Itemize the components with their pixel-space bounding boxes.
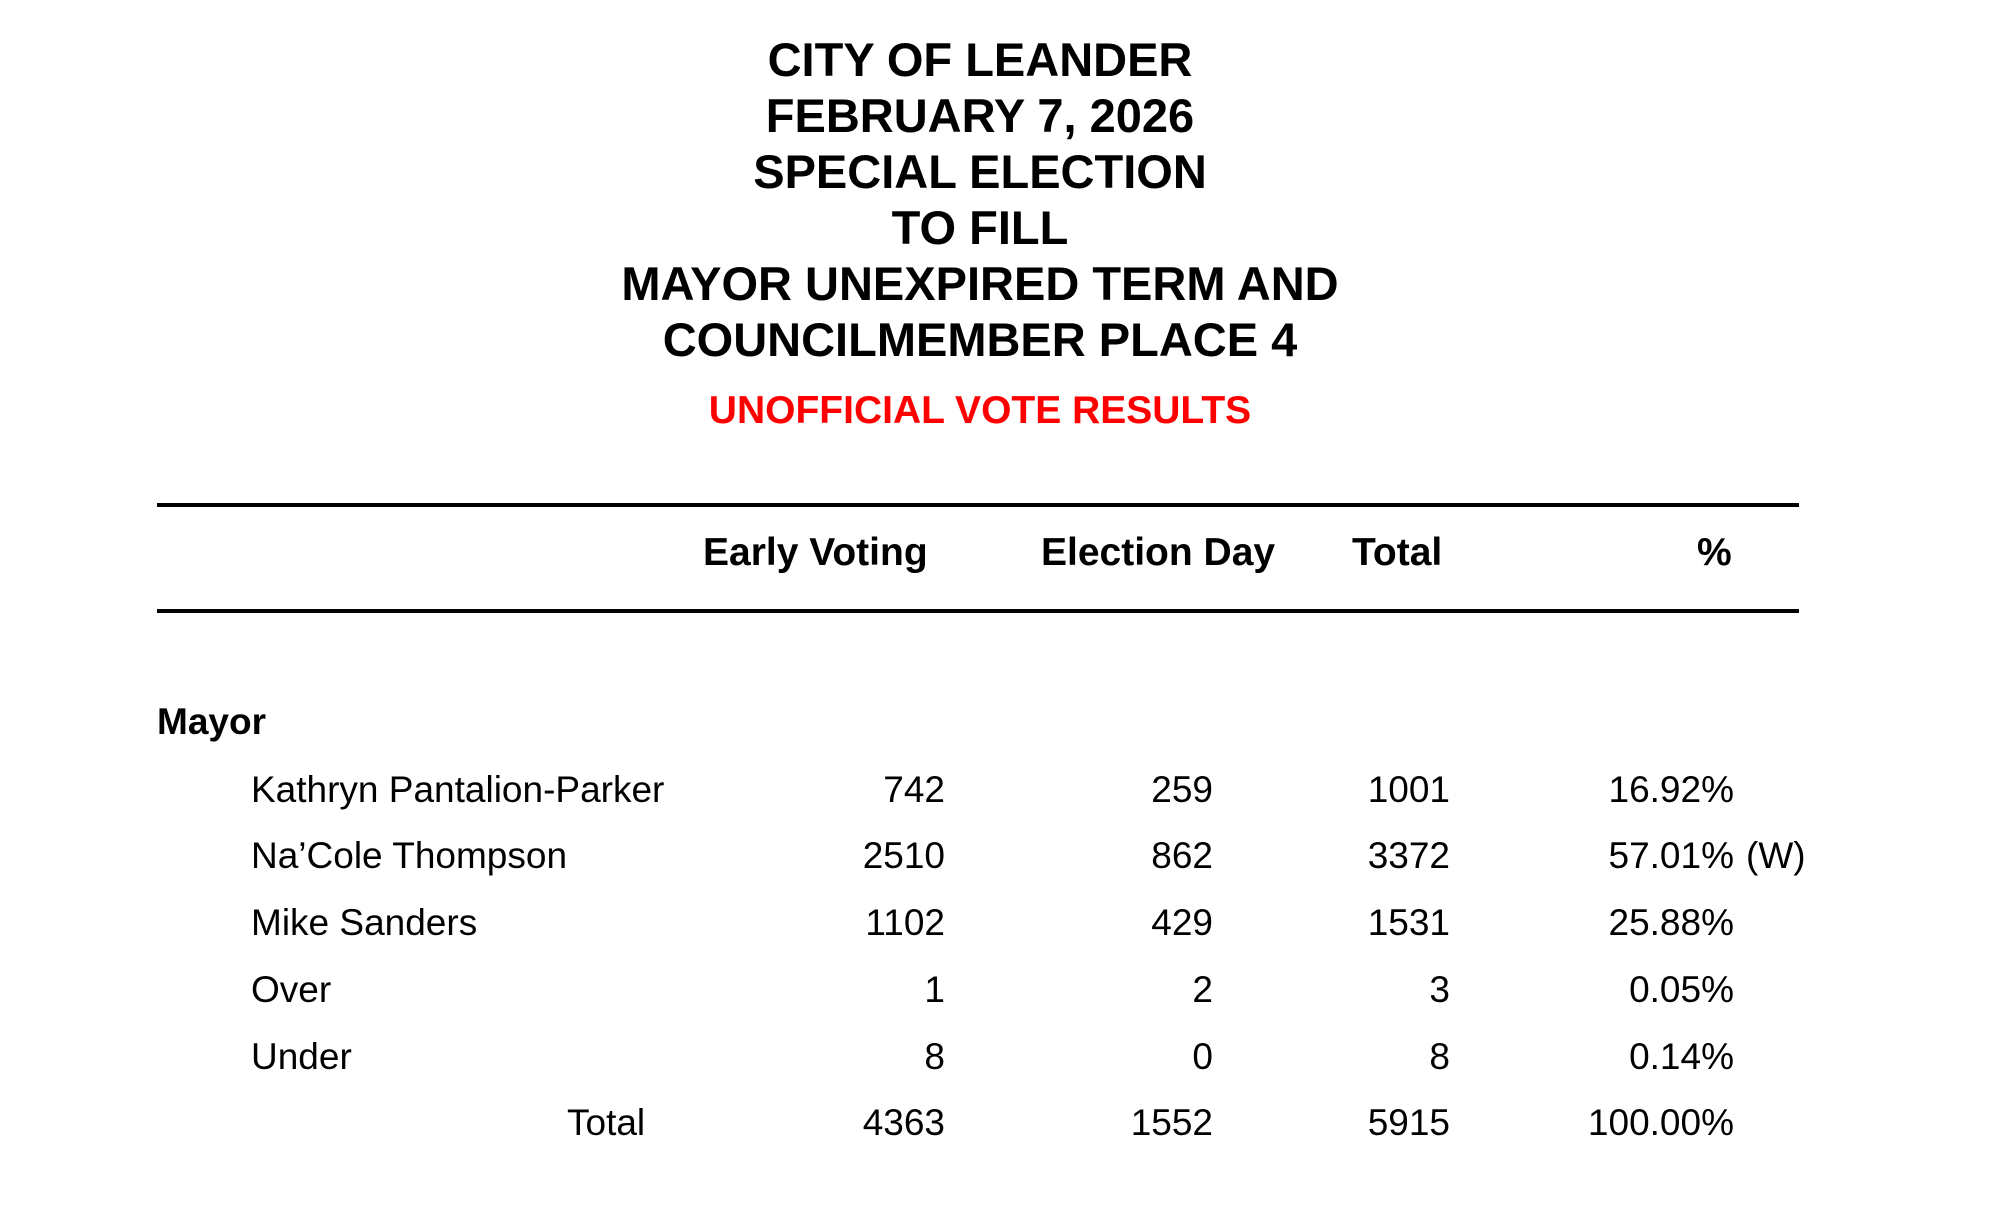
election-day-value: 0: [1192, 1036, 1213, 1077]
totals-label: Total: [567, 1102, 646, 1143]
percent-value: 25.88%: [1608, 902, 1734, 943]
table-row: [0, 964, 2000, 1016]
header-line-council-place: COUNCILMEMBER PLACE 4: [662, 313, 1298, 366]
table-row: [0, 1031, 2000, 1083]
candidate-name: Mike Sanders: [251, 902, 478, 943]
header-line-election-type: SPECIAL ELECTION: [753, 145, 1207, 198]
table-row: [0, 764, 2000, 816]
early-voting-value: 1: [924, 969, 945, 1010]
header-line-date: FEBRUARY 7, 2026: [765, 89, 1195, 142]
unofficial-results-subtitle: UNOFFICIAL VOTE RESULTS: [708, 389, 1252, 432]
early-voting-value: 2510: [862, 835, 945, 876]
total-value: 3: [1429, 969, 1450, 1010]
candidate-name: Na’Cole Thompson: [251, 835, 568, 876]
percent-value: 0.05%: [1629, 969, 1734, 1010]
winner-marker: (W): [1746, 835, 1806, 876]
column-header-total: Total: [1352, 531, 1443, 574]
percent-value: 16.92%: [1608, 769, 1734, 810]
grand-total: 5915: [1367, 1102, 1450, 1143]
candidate-name: Over: [251, 969, 332, 1010]
total-value: 1531: [1367, 902, 1450, 943]
column-header-election-day: Election Day: [1041, 531, 1276, 574]
early-voting-value: 8: [924, 1036, 945, 1077]
election-day-total: 1552: [1130, 1102, 1213, 1143]
total-value: 8: [1429, 1036, 1450, 1077]
top-divider: [157, 503, 1799, 507]
total-value: 3372: [1367, 835, 1450, 876]
percent-value: 57.01%: [1608, 835, 1734, 876]
header-line-city: CITY OF LEANDER: [767, 33, 1193, 86]
percent-value: 0.14%: [1629, 1036, 1734, 1077]
candidate-name: Under: [251, 1036, 352, 1077]
header-bottom-divider: [157, 609, 1799, 613]
early-voting-value: 742: [883, 769, 945, 810]
election-day-value: 2: [1192, 969, 1213, 1010]
election-day-value: 862: [1151, 835, 1213, 876]
header-line-to-fill: TO FILL: [891, 201, 1069, 254]
column-header-percent: %: [1697, 531, 1732, 574]
table-row: [0, 897, 2000, 949]
total-value: 1001: [1367, 769, 1450, 810]
early-voting-value: 1102: [865, 902, 945, 943]
candidate-name: Kathryn Pantalion-Parker: [251, 769, 665, 810]
header-line-mayor-term: MAYOR UNEXPIRED TERM AND: [621, 257, 1339, 310]
column-header-early-voting: Early Voting: [703, 531, 928, 574]
totals-row: [0, 1097, 2000, 1149]
election-day-value: 259: [1151, 769, 1213, 810]
section-title-mayor: Mayor: [157, 701, 266, 742]
election-day-value: 429: [1151, 902, 1213, 943]
percent-total: 100.00%: [1587, 1102, 1734, 1143]
table-row: [0, 830, 2000, 882]
early-voting-total: 4363: [862, 1102, 945, 1143]
